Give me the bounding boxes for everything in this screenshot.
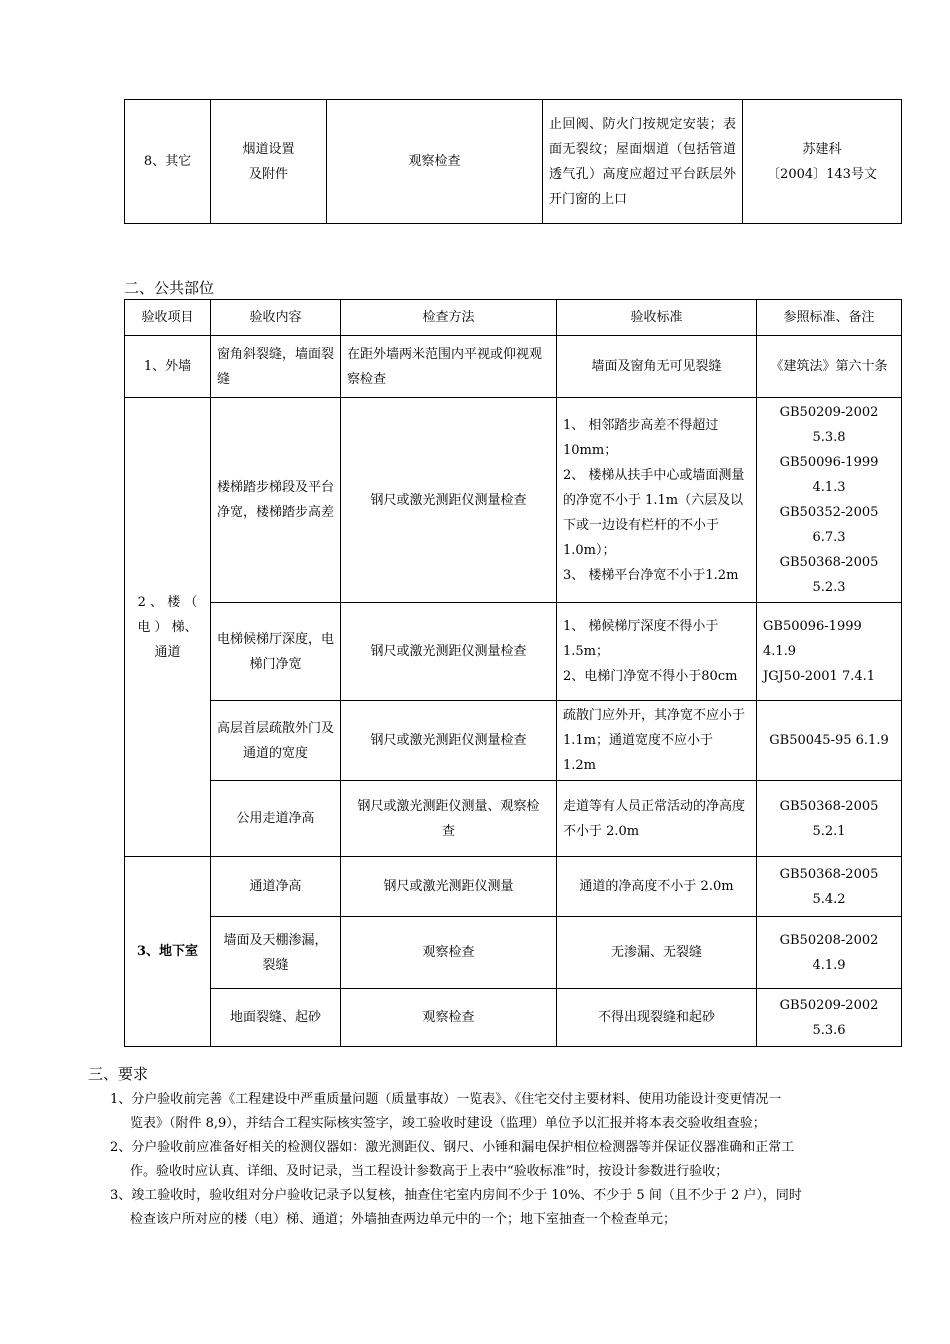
content-cell: 烟道设置 及附件 bbox=[211, 100, 327, 224]
method-cell: 钢尺或激光测距仪测量 bbox=[341, 857, 557, 917]
method-cell: 观察检查 bbox=[341, 917, 557, 989]
standard-cell: 止回阀、防火门按规定安装；表面无裂纹；屋面烟道（包括管道透气孔）高度应超过平台跃层外开门窗的上口 bbox=[543, 100, 743, 224]
table-row bbox=[125, 336, 902, 398]
item-cell: 3、地下室 bbox=[125, 857, 211, 1047]
header-standard: 验收标准 bbox=[557, 300, 757, 336]
requirement-line: 览表》（附件 8,9），并结合工程实际核实签字，竣工验收时建设（监理）单位予以汇报并将本表交验收组查验； bbox=[130, 1116, 766, 1131]
content-cell: 墙面及天棚渗漏， 裂缝 bbox=[211, 917, 341, 989]
method-cell: 钢尺或激光测距仪测量、观察检 查 bbox=[341, 781, 557, 857]
content-cell: 地面裂缝、起砂 bbox=[211, 989, 341, 1047]
header-item: 验收项目 bbox=[125, 300, 211, 336]
header-content: 验收内容 bbox=[211, 300, 341, 336]
standard-cell: 不得出现裂缝和起砂 bbox=[557, 989, 757, 1047]
item-cell: 8、其它 bbox=[125, 100, 211, 224]
table-row bbox=[125, 100, 902, 224]
reference-cell: GB50096-1999 4.1.9 JGJ50-2001 7.4.1 bbox=[757, 603, 902, 701]
reference-cell: GB50045-95 6.1.9 bbox=[757, 701, 902, 781]
requirement-line: 3、竣工验收时，验收组对分户验收记录予以复核，抽查住宅室内房间不少于 10%、不少于 5 间（且不少于 2 户），同时 bbox=[110, 1188, 802, 1203]
reference-cell: GB50208-2002 4.1.9 bbox=[757, 917, 902, 989]
table-row bbox=[125, 398, 902, 603]
header-method: 检查方法 bbox=[341, 300, 557, 336]
table-row bbox=[125, 781, 902, 857]
table-row bbox=[125, 989, 902, 1047]
requirement-line: 检查该户所对应的楼（电）梯、通道；外墙抽查两边单元中的一个；地下室抽查一个检查单元； bbox=[130, 1212, 677, 1227]
reference-cell: GB50368-2005 5.2.1 bbox=[757, 781, 902, 857]
section-title-requirements: 三、要求 bbox=[88, 1065, 149, 1083]
item-cell: 1、外墙 bbox=[125, 336, 211, 398]
standard-cell: 1、 相邻踏步高差不得超过10mm； 2、 楼梯从扶手中心或墙面测量的净宽不小于 1.1m（六层及以下或一边设有栏杆的不小于 1.0m）； 3、 楼梯平台净宽不小于1.2m bbox=[557, 398, 757, 603]
requirement-item bbox=[110, 1136, 900, 1184]
content-cell: 电梯候梯厅深度，电梯门净宽 bbox=[211, 603, 341, 701]
section-title-public-areas: 二、公共部位 bbox=[124, 279, 215, 297]
standard-cell: 疏散门应外开，其净宽不应小于 1.1m；通道宽度不应小于 1.2m bbox=[557, 701, 757, 781]
requirement-line: 2、分户验收前应准备好相关的检测仪器如：激光测距仪、钢尺、小锤和漏电保护相位检测器等并保证仪器准确和正常工 bbox=[110, 1140, 795, 1155]
table-row bbox=[125, 917, 902, 989]
requirement-line: 1、分户验收前完善《工程建设中严重质量问题（质量事故）一览表》、《住宅交付主要材料、使用功能设计变更情况一 bbox=[110, 1092, 782, 1107]
requirement-line: 作。验收时应认真、详细、及时记录，当工程设计参数高于上表中“验收标准”时，按设计参数进行验收； bbox=[130, 1164, 729, 1179]
standard-cell: 走道等有人员正常活动的净高度不小于 2.0m bbox=[557, 781, 757, 857]
method-cell: 在距外墙两米范围内平视或仰视观察检查 bbox=[341, 336, 557, 398]
reference-cell: GB50209-2002 5.3.6 bbox=[757, 989, 902, 1047]
method-cell: 观察检查 bbox=[327, 100, 543, 224]
table-other-items bbox=[124, 99, 902, 224]
method-cell: 钢尺或激光测距仪测量检查 bbox=[341, 701, 557, 781]
content-cell: 窗角斜裂缝，墙面裂缝 bbox=[211, 336, 341, 398]
content-cell: 高层首层疏散外门及通道的宽度 bbox=[211, 701, 341, 781]
reference-cell: GB50368-2005 5.4.2 bbox=[757, 857, 902, 917]
content-cell: 公用走道净高 bbox=[211, 781, 341, 857]
requirement-item bbox=[110, 1184, 900, 1232]
requirement-item bbox=[110, 1088, 900, 1136]
table-row bbox=[125, 701, 902, 781]
reference-cell: GB50209-2002 5.3.8 GB50096-1999 4.1.3 GB50352-2005 6.7.3 GB50368-2005 5.2.3 bbox=[757, 398, 902, 603]
item-cell: 2 、 楼 （ 电 ） 梯、通道 bbox=[125, 398, 211, 857]
content-cell: 楼梯踏步梯段及平台净宽，楼梯踏步高差 bbox=[211, 398, 341, 603]
table-row bbox=[125, 603, 902, 701]
reference-cell: 苏建科 〔2004〕143号文 bbox=[743, 100, 902, 224]
standard-cell: 墙面及窗角无可见裂缝 bbox=[557, 336, 757, 398]
standard-cell: 1、 梯候梯厅深度不得小于1.5m； 2、电梯门净宽不得小于80cm bbox=[557, 603, 757, 701]
table-header-row bbox=[125, 300, 902, 336]
content-cell: 通道净高 bbox=[211, 857, 341, 917]
table-public-areas bbox=[124, 299, 902, 1047]
method-cell: 钢尺或激光测距仪测量检查 bbox=[341, 603, 557, 701]
method-cell: 钢尺或激光测距仪测量检查 bbox=[341, 398, 557, 603]
reference-cell: 《建筑法》第六十条 bbox=[757, 336, 902, 398]
table-row bbox=[125, 857, 902, 917]
header-reference: 参照标准、备注 bbox=[757, 300, 902, 336]
standard-cell: 通道的净高度不小于 2.0m bbox=[557, 857, 757, 917]
standard-cell: 无渗漏、无裂缝 bbox=[557, 917, 757, 989]
method-cell: 观察检查 bbox=[341, 989, 557, 1047]
